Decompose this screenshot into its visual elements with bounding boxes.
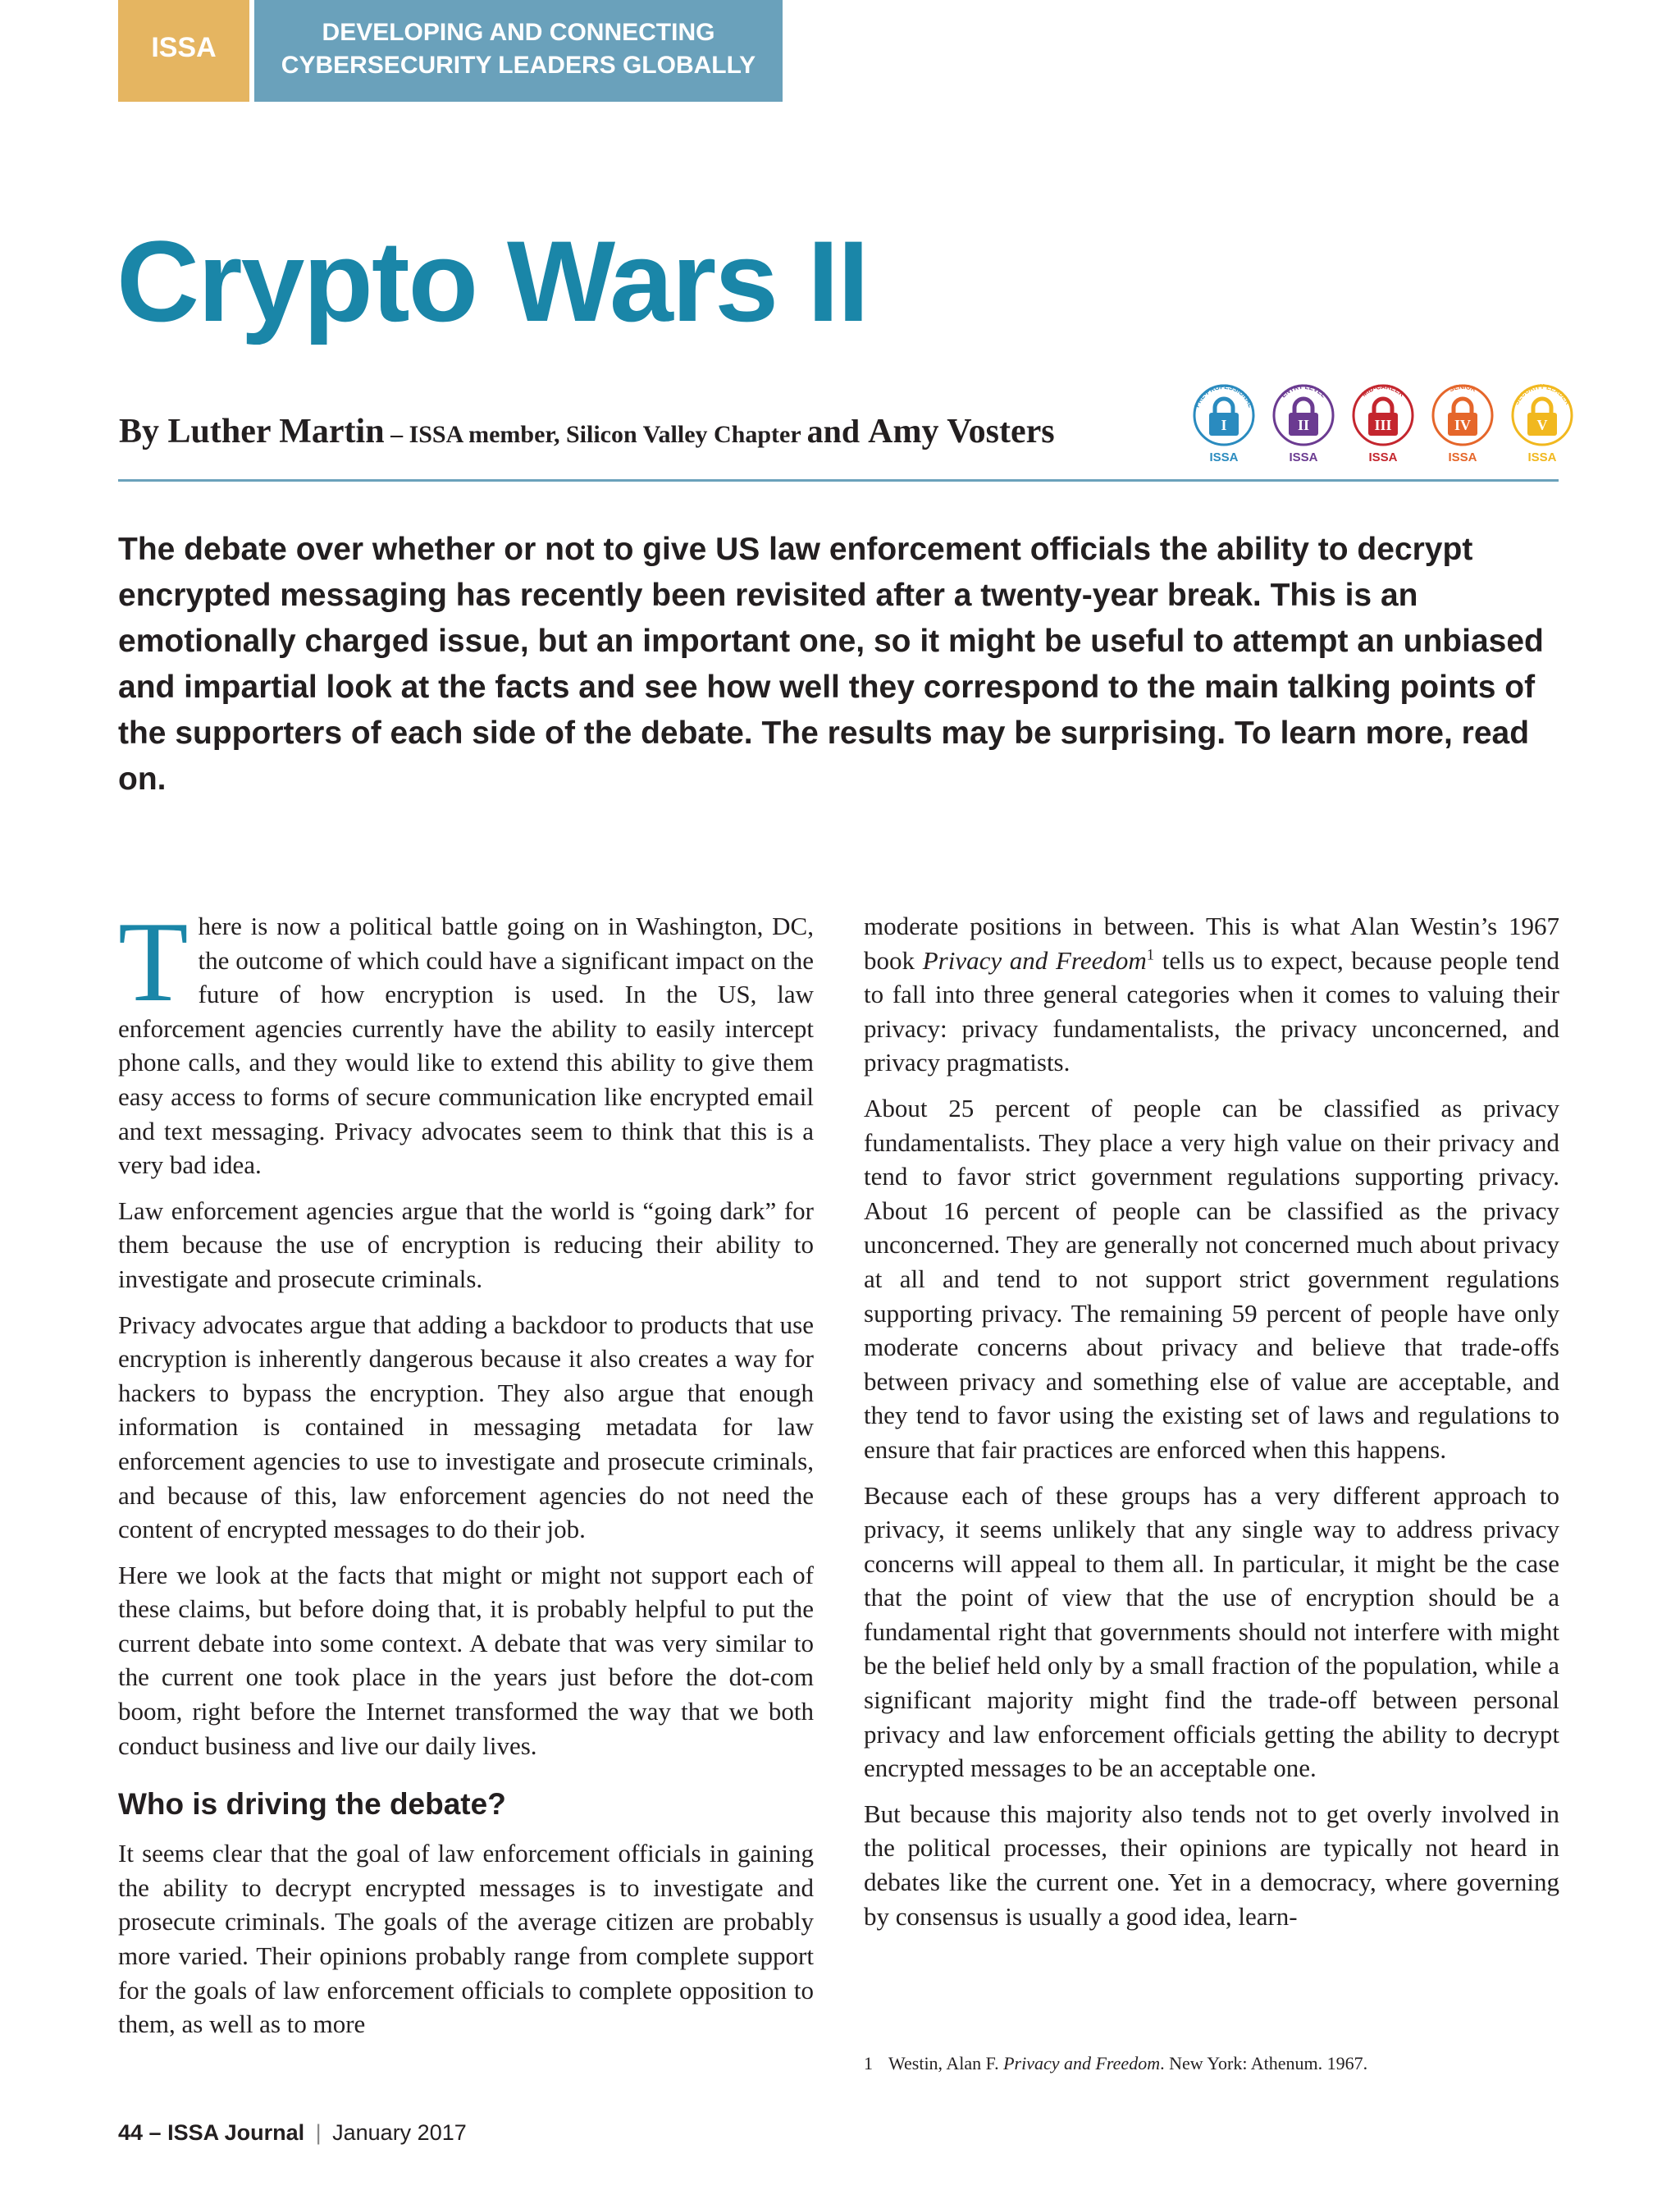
badge-numeral: I — [1221, 417, 1227, 433]
body-column-right — [864, 909, 1559, 1933]
paragraph-1 — [118, 898, 814, 1182]
paragraph-7: About 25 percent of people can be classified as privacy fundamentalists. They place a very high value on their privacy and tend to favor strict government regulations supporting privacy. About 16 percent of people can be classified as the privacy unconcerned. They are generally not concerned much about privacy at all and tend to not support strict government regulations supporting privacy. The remaining 59 percent of people have only moderate concerns about privacy and believe that trade-offs between privacy and something else of value are acceptable, and they tend to favor using the existing set of laws and regulations to ensure that fair practices are enforced when this happens. — [864, 1093, 1559, 1464]
paragraph-6-text-b: tells us to expect, because people tend to fall into three general categories when it comes to valuing their privacy: privacy fundamentalists, the privacy unconcerned, and privacy pragmatists. — [864, 945, 1559, 1077]
footer-separator: | — [315, 2120, 322, 2145]
article-title: Crypto Wars II — [116, 217, 868, 345]
paragraph-3: Privacy advocates argue that adding a backdoor to products that use encryption is inherently dangerous because it also creates a way for hackers to bypass the encryption. They also argue that enough information is contained in messaging metadata for law enforcement agencies to use to investigate and prosecute criminals, and because of this, law enforcement agencies do not need the content of encrypted messages to do their job. — [118, 1310, 814, 1544]
body-column-left — [118, 898, 814, 2041]
journal-name: – ISSA Journal — [143, 2120, 311, 2145]
paragraph-8: Because each of these groups has a very different approach to privacy, it seems unlikely that any single way to address privacy concerns will appeal to them all. In particular, it might be the case that the point of view that the use of encryption should be a fundamental right that governments should not interfere with might be the belief held only by a small fraction of the population, while a significant majority might find the trade-off between personal privacy and law enforcement officials getting the ability to decrypt encrypted messages to be an acceptable one. — [864, 1480, 1559, 1783]
badge-brand: ISSA — [1209, 450, 1239, 464]
book-title: Privacy and Freedom — [922, 945, 1147, 975]
badge-label: PRE-PROFESSIONAL — [1193, 382, 1255, 409]
paragraph-6 — [864, 909, 1559, 1080]
section-heading: Who is driving the debate? — [118, 1787, 506, 1822]
footnote-text-a: Westin, Alan F. — [888, 2053, 1004, 2073]
badge-3 — [1349, 376, 1418, 466]
badge-numeral: II — [1297, 417, 1310, 433]
badge-1 — [1189, 376, 1258, 466]
badge-5 — [1508, 376, 1577, 466]
badge-numeral: IV — [1454, 417, 1472, 433]
footnote-number: 1 — [864, 2053, 873, 2073]
byline-prefix: By — [119, 413, 168, 450]
author-affiliation: – ISSA member, Silicon Valley Chapter — [384, 421, 807, 448]
career-level-badges — [1189, 376, 1577, 466]
footnote-ref: 1 — [1146, 946, 1155, 964]
badge-brand: ISSA — [1448, 450, 1477, 464]
badge-label: ENTRY LEVEL — [1279, 382, 1328, 400]
paragraph-6-text-a: moderate positions in between. This is what Alan Westin’s 1967 book — [864, 912, 1559, 975]
byline — [119, 409, 1055, 462]
footnote — [864, 2051, 1559, 2076]
author-2: Amy Vosters — [868, 413, 1055, 450]
tagline-line-1: DEVELOPING AND CONNECTING — [322, 19, 715, 46]
footnote-text-b: . New York: Athenum. 1967. — [1160, 2053, 1368, 2073]
footnote-book: Privacy and Freedom — [1003, 2053, 1161, 2073]
badge-brand: ISSA — [1368, 450, 1398, 464]
badge-label: MID-CAREER — [1360, 382, 1406, 399]
badge-label: SENIOR — [1448, 382, 1477, 394]
page-footer — [118, 2119, 467, 2147]
author-1: Luther Martin — [167, 413, 385, 450]
header-tagline — [254, 0, 783, 102]
issue-date: January 2017 — [326, 2120, 467, 2145]
paragraph-5: It seems clear that the goal of law enforcement officials in gaining the ability to decrypt encrypted messages is to investigate and prosecute criminals. The goals of the average citizen are probably more varied. Their opinions probably range from complete support for the goals of law enforcement officials to complete opposition to them, as well as to more — [118, 1839, 814, 2039]
paragraph-2: Law enforcement agencies argue that the world is “going dark” for them because the use of encryption is reducing their ability to investigate and prosecute criminals. — [118, 1196, 814, 1293]
paragraph-4: Here we look at the facts that might or might not support each of these claims, but before doing that, it is probably helpful to put the current debate into some context. A debate that was very similar to the current one took place in the years just before the dot-com boom, right before the Internet transformed the way that we both conduct business and live our daily lives. — [118, 1560, 814, 1760]
badge-brand: ISSA — [1527, 450, 1557, 464]
paragraph-1-text: here is now a political battle going on in Washington, DC, the outcome of which could have a significant impact on the future of how encryption is used. In the US, law enforcement agencies currently have the ability to easily intercept phone calls, and they would like to extend this ability to give them easy access to forms of secure communication like encrypted email and text messaging. Privacy advocates seem to think that this is a very bad idea. — [118, 912, 814, 1180]
badge-4 — [1428, 376, 1497, 466]
title-divider — [118, 479, 1559, 482]
article-abstract: The debate over whether or not to give US law enforcement officials the ability to decrypt encrypted messaging has recently been revisited after a twenty-year break. This is an emotionally charged issue, but an important one, so it might be useful to attempt an unbiased and impartial look at the facts and see how well they correspond to the main talking points of the supporters of each side of the debate. The results may be surprising. To learn more, read on. — [118, 532, 1544, 797]
badge-brand: ISSA — [1289, 450, 1318, 464]
badge-numeral: V — [1536, 417, 1548, 433]
badge-numeral: III — [1374, 417, 1392, 433]
issa-tag: ISSA — [118, 0, 249, 102]
paragraph-9: But because this majority also tends not to get overly involved in the political processes, their opinions are typically not heard in debates like the current one. Yet in a democracy, where governing by consensus is usually a good idea, learn- — [864, 1799, 1559, 1931]
tagline-line-2: CYBERSECURITY LEADERS GLOBALLY — [281, 52, 756, 79]
page-number: 44 — [118, 2120, 144, 2145]
byline-conjunction: and — [806, 413, 869, 450]
drop-cap: T — [118, 898, 189, 1026]
badge-2 — [1269, 376, 1338, 466]
badge-label: SECURITY LEADER — [1513, 383, 1572, 406]
